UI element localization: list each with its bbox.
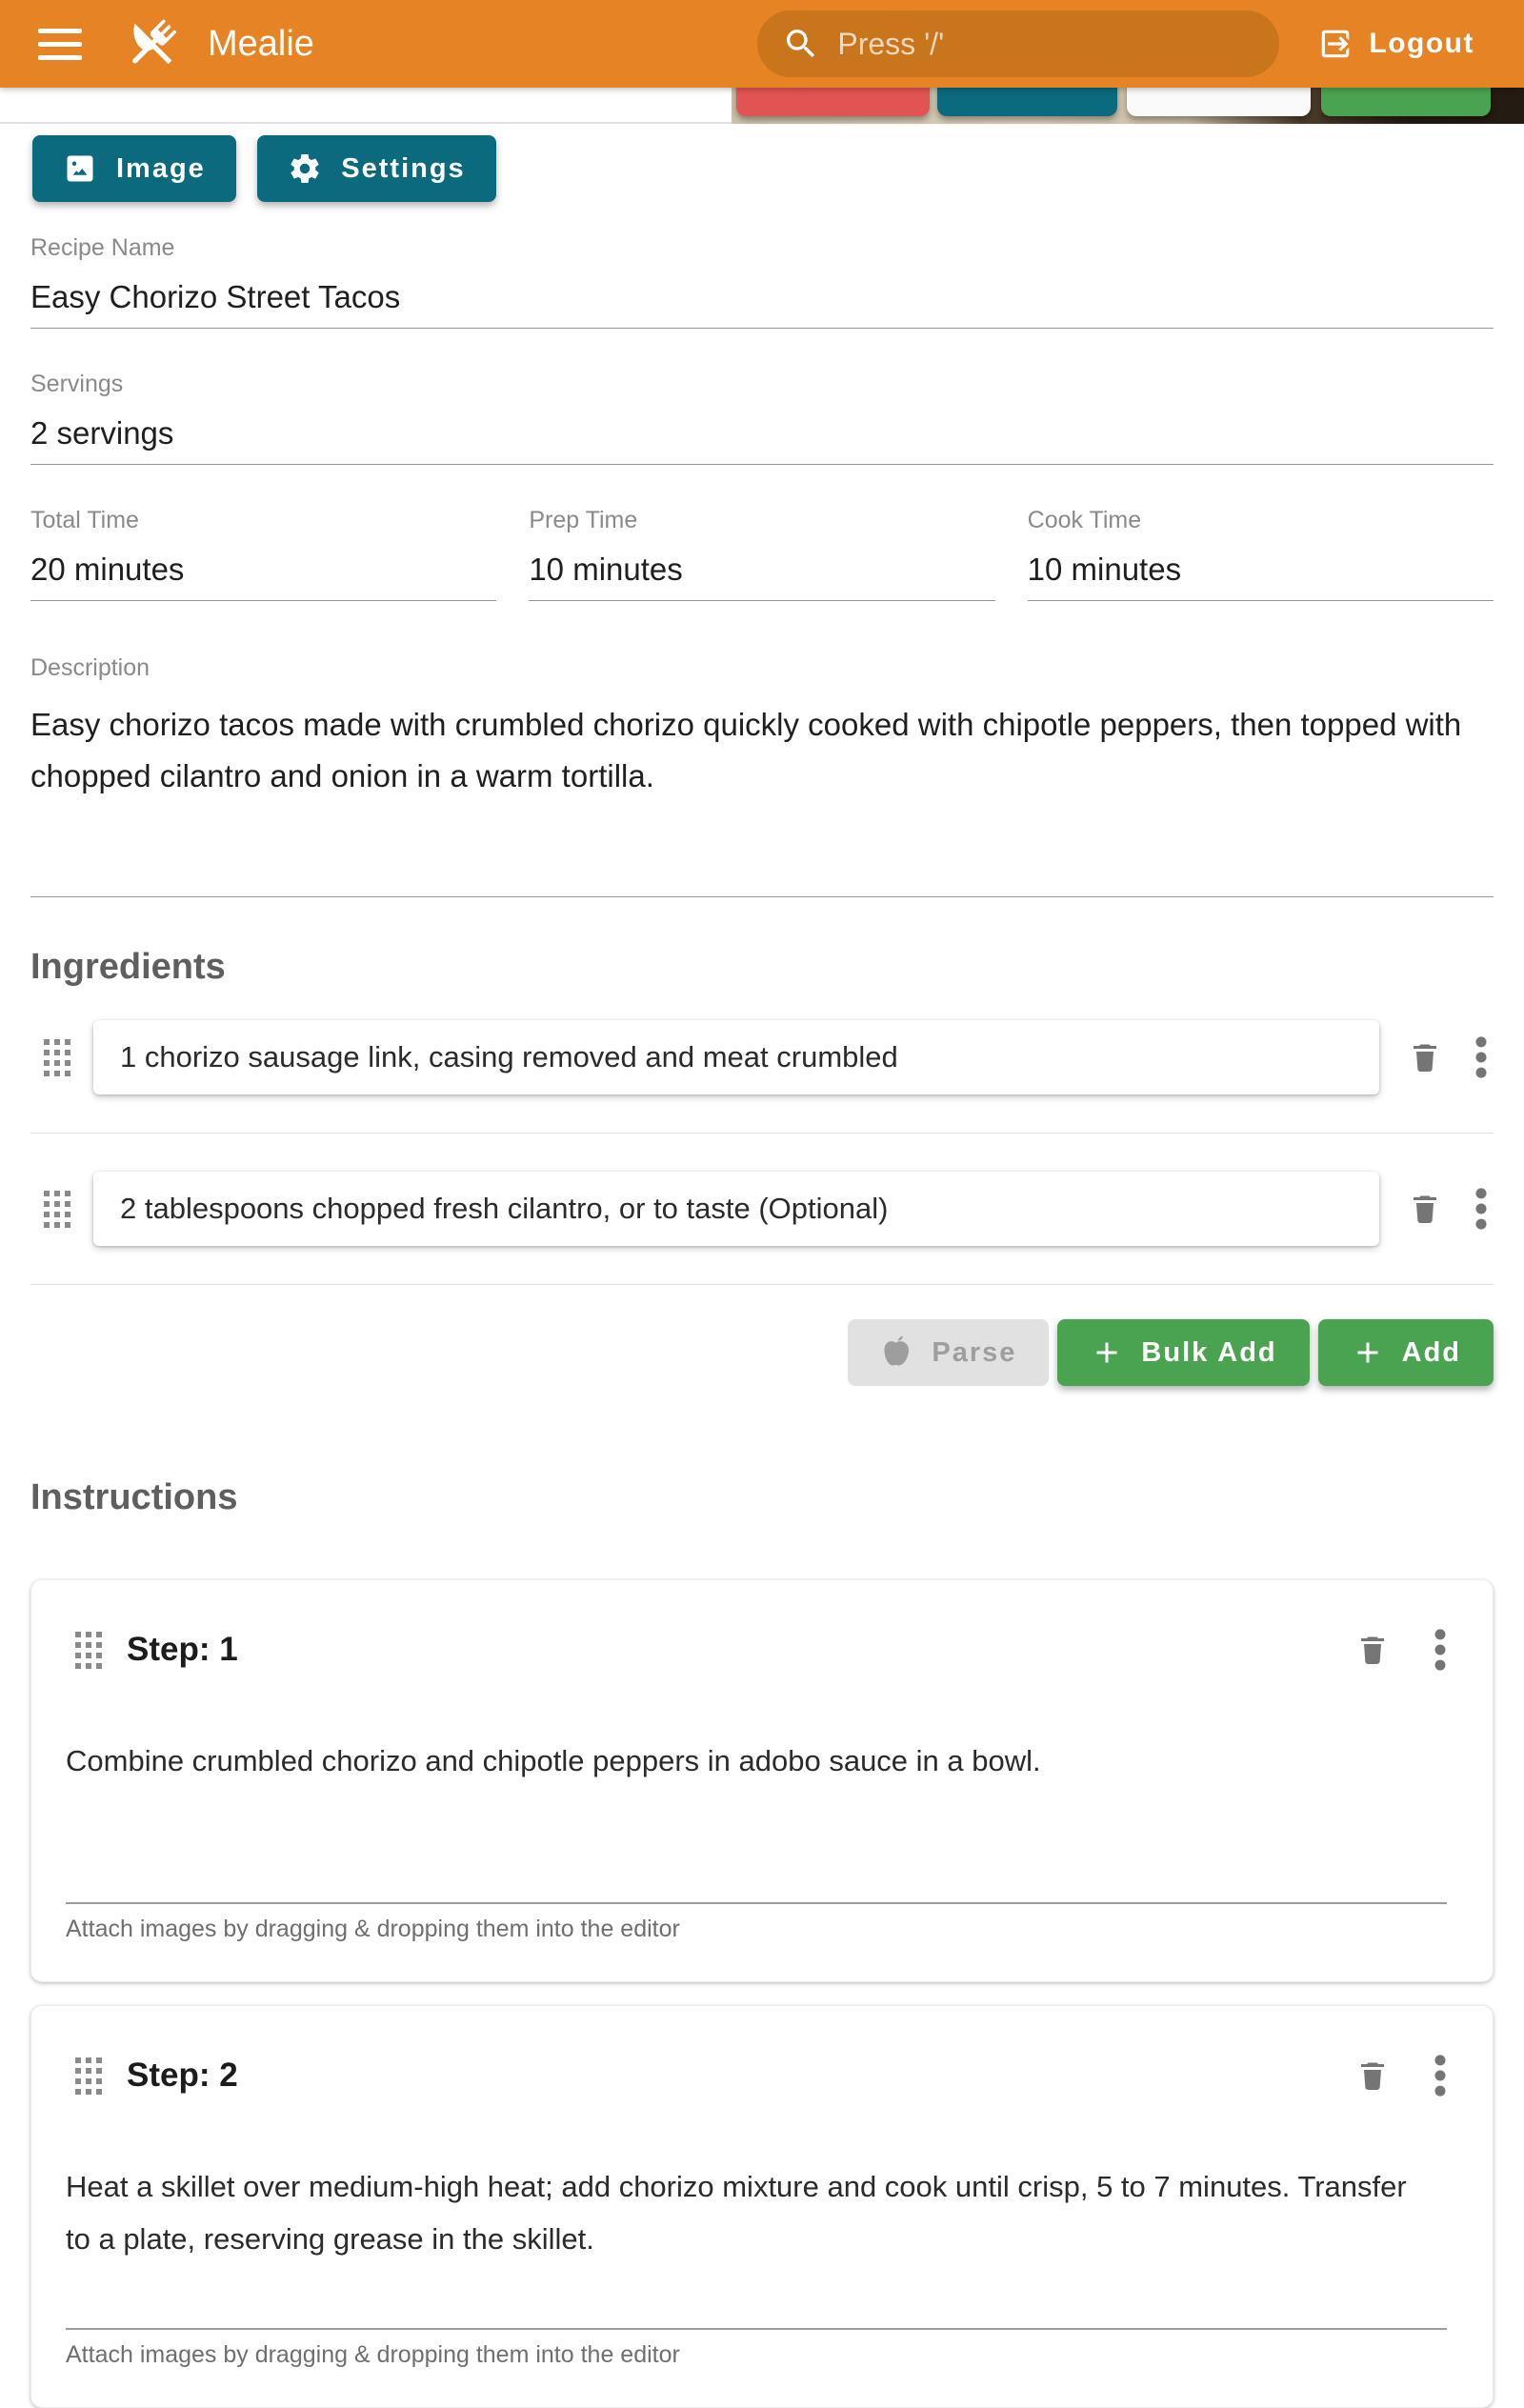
drag-handle-icon[interactable] xyxy=(75,2057,102,2095)
total-time-label: Total Time xyxy=(30,507,139,533)
prep-time-input[interactable]: 10 minutes xyxy=(529,552,994,601)
trash-icon xyxy=(1355,2057,1390,2095)
search-bar[interactable] xyxy=(757,10,1279,77)
plus-icon xyxy=(1351,1335,1385,1370)
delete-ingredient-button[interactable] xyxy=(1408,1190,1442,1228)
delete-step-button[interactable] xyxy=(1355,2057,1390,2095)
settings-button-label: Settings xyxy=(341,152,466,184)
image-button-label: Image xyxy=(116,152,206,184)
cook-time-field xyxy=(1028,507,1494,601)
trash-icon xyxy=(1408,1038,1442,1076)
divider xyxy=(30,1133,1494,1134)
ingredient-row xyxy=(30,1020,1494,1094)
instruction-step-card xyxy=(30,1579,1494,1982)
search-input[interactable] xyxy=(837,27,1254,62)
mealie-logo-fork-knife-icon xyxy=(120,12,183,75)
plus-icon xyxy=(1090,1335,1124,1370)
attach-images-hint: Attach images by dragging & dropping them into the editor xyxy=(66,2341,680,2368)
recipe-name-field xyxy=(30,234,1494,329)
time-fields-row xyxy=(30,507,1494,601)
cook-time-input[interactable]: 10 minutes xyxy=(1028,552,1494,601)
add-button[interactable] xyxy=(1318,1319,1494,1386)
total-time-field xyxy=(30,507,496,601)
instruction-step-card xyxy=(30,2005,1494,2408)
ingredient-input[interactable]: 2 tablespoons chopped fresh cilantro, or to taste (Optional) xyxy=(93,1172,1379,1246)
step-header xyxy=(66,2044,1447,2107)
cook-time-label: Cook Time xyxy=(1027,507,1142,533)
image-icon xyxy=(63,151,97,186)
drag-handle-icon[interactable] xyxy=(44,1039,70,1076)
bulk-add-button[interactable] xyxy=(1057,1319,1309,1386)
step-menu-button[interactable] xyxy=(1434,2054,1447,2097)
step-title: Step: 1 xyxy=(127,1631,238,1668)
servings-label: Servings xyxy=(30,371,124,397)
recipe-name-input[interactable]: Easy Chorizo Street Tacos xyxy=(30,279,1494,329)
prep-time-field xyxy=(529,507,994,601)
parse-button[interactable] xyxy=(848,1319,1049,1386)
recipe-name-label: Recipe Name xyxy=(30,234,175,261)
logout-icon xyxy=(1317,26,1354,62)
servings-input[interactable]: 2 servings xyxy=(30,415,1494,465)
description-field xyxy=(30,654,1494,897)
kebab-menu-icon xyxy=(1434,1628,1447,1672)
instructions-heading: Instructions xyxy=(30,1477,238,1517)
app-bar xyxy=(0,0,1524,88)
divider xyxy=(30,1284,1494,1285)
search-icon xyxy=(782,25,820,63)
parse-button-label: Parse xyxy=(932,1336,1017,1368)
ingredient-menu-button[interactable] xyxy=(1474,1187,1488,1231)
description-label: Description xyxy=(30,654,150,681)
step-text-editor[interactable]: Heat a skillet over medium-high heat; add chorizo mixture and cook until crisp, 5 to 7 minutes. Transfer to a plate, reserving grease in the skillet. xyxy=(66,2170,1407,2257)
drag-handle-icon[interactable] xyxy=(44,1191,70,1228)
kebab-menu-icon xyxy=(1474,1035,1488,1079)
kebab-menu-icon xyxy=(1474,1187,1488,1231)
step-title: Step: 2 xyxy=(127,2057,238,2094)
trash-icon xyxy=(1355,1631,1390,1669)
trash-icon xyxy=(1408,1190,1442,1228)
add-button-label: Add xyxy=(1401,1336,1461,1368)
delete-ingredient-button[interactable] xyxy=(1408,1038,1442,1076)
step-menu-button[interactable] xyxy=(1434,1628,1447,1672)
description-textarea[interactable]: Easy chorizo tacos made with crumbled chorizo quickly cooked with chipotle peppers, then topped with chopped cilantro and onion in a warm tortilla. xyxy=(30,699,1494,897)
divider xyxy=(66,1902,1447,1904)
total-time-input[interactable]: 20 minutes xyxy=(30,552,496,601)
bulk-add-button-label: Bulk Add xyxy=(1141,1336,1277,1368)
app-title: Mealie xyxy=(208,23,314,64)
delete-step-button[interactable] xyxy=(1355,1631,1390,1669)
logout-button[interactable] xyxy=(1317,26,1474,62)
image-button[interactable] xyxy=(32,135,236,202)
ingredient-input[interactable]: 1 chorizo sausage link, casing removed and meat crumbled xyxy=(93,1020,1379,1094)
attach-images-hint: Attach images by dragging & dropping them into the editor xyxy=(66,1916,680,1942)
apple-icon xyxy=(880,1335,914,1370)
logout-label: Logout xyxy=(1369,28,1474,59)
prep-time-label: Prep Time xyxy=(529,507,638,533)
recipe-editor xyxy=(0,124,1524,2408)
hero-strip xyxy=(0,88,1524,124)
hamburger-menu-icon[interactable] xyxy=(38,22,82,66)
kebab-menu-icon xyxy=(1434,2054,1447,2097)
step-header xyxy=(66,1618,1447,1681)
settings-button[interactable] xyxy=(257,135,495,202)
divider xyxy=(66,2328,1447,2330)
drag-handle-icon[interactable] xyxy=(75,1632,102,1669)
servings-field xyxy=(30,371,1494,465)
gear-icon xyxy=(288,151,322,186)
editor-toolbar xyxy=(30,124,1494,202)
ingredient-menu-button[interactable] xyxy=(1474,1035,1488,1079)
step-text-editor[interactable]: Combine crumbled chorizo and chipotle peppers in adobo sauce in a bowl. xyxy=(66,1744,1041,1777)
ingredient-row xyxy=(30,1172,1494,1246)
ingredients-heading: Ingredients xyxy=(30,947,226,987)
ingredient-actions xyxy=(30,1319,1494,1386)
